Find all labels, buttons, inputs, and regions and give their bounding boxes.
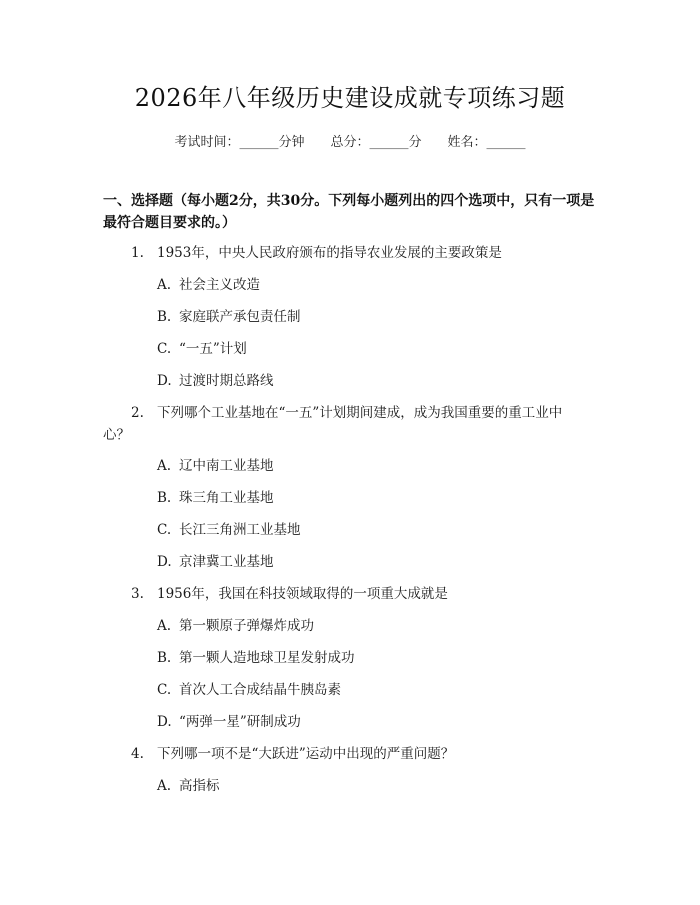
option-1b: [157, 306, 301, 328]
question-number: 3.: [131, 586, 144, 602]
option-1d: [157, 370, 274, 392]
option-3d: [157, 711, 301, 733]
option-3b: [157, 647, 355, 669]
option-text: 京津冀工业基地: [179, 554, 274, 570]
option-letter: A.: [157, 458, 172, 474]
question-text: 心？: [103, 427, 130, 443]
option-text: 过渡时期总路线: [179, 373, 274, 389]
option-text: 第一颗人造地球卫星发射成功: [179, 650, 355, 666]
option-letter: D.: [157, 714, 172, 730]
option-letter: A.: [157, 778, 172, 794]
option-letter: D.: [157, 554, 172, 570]
option-2d: [157, 551, 274, 573]
question-2: [131, 402, 562, 424]
option-2c: [157, 519, 301, 541]
option-text: “一五”计划: [179, 341, 247, 357]
option-letter: B.: [157, 309, 172, 325]
option-3c: [157, 679, 341, 701]
option-text: 首次人工合成结晶牛胰岛素: [179, 682, 341, 698]
question-4: [131, 743, 454, 765]
option-1c: [157, 338, 247, 360]
question-3: [131, 583, 448, 605]
question-text: 下列哪个工业基地在“一五”计划期间建成，成为我国重要的重工业中: [157, 405, 563, 421]
option-2a: [157, 455, 274, 477]
option-letter: A.: [157, 277, 172, 293]
option-1a: [157, 274, 260, 296]
question-number: 1.: [131, 245, 144, 261]
question-number: 4.: [131, 746, 144, 762]
exam-meta: [0, 131, 700, 150]
question-text: 1956年，我国在科技领域取得的一项重大成就是: [157, 586, 448, 602]
option-4a: [157, 775, 220, 797]
page-title: 2026年八年级历史建设成就专项练习题: [134, 84, 566, 112]
option-text: 辽中南工业基地: [179, 458, 274, 474]
option-letter: B.: [157, 490, 172, 506]
question-2-continued: [103, 424, 130, 446]
option-text: 第一颗原子弹爆炸成功: [179, 618, 314, 634]
option-text: 珠三角工业基地: [179, 490, 274, 506]
option-text: 高指标: [179, 778, 220, 794]
option-3a: [157, 615, 314, 637]
exam-time-label: 考试时间：______分钟: [174, 135, 305, 150]
option-letter: C.: [157, 341, 172, 357]
option-text: 家庭联产承包责任制: [179, 309, 301, 325]
section-heading-choice: 一、选择题（每小题2分，共30分。下列每小题列出的四个选项中，只有一项是最符合题目要求的。）: [103, 193, 595, 231]
option-letter: B.: [157, 650, 172, 666]
question-text: 下列哪一项不是“大跃进”运动中出现的严重问题？: [157, 746, 455, 762]
option-text: “两弹一星”研制成功: [179, 714, 301, 730]
option-2b: [157, 487, 274, 509]
option-letter: C.: [157, 522, 172, 538]
question-1: [131, 242, 502, 264]
question-number: 2.: [131, 405, 144, 421]
option-text: 社会主义改造: [179, 277, 260, 293]
option-letter: A.: [157, 618, 172, 634]
option-text: 长江三角洲工业基地: [179, 522, 301, 538]
option-letter: D.: [157, 373, 172, 389]
name-label: 姓名：______: [447, 135, 526, 150]
total-score-label: 总分：______分: [330, 135, 422, 150]
option-letter: C.: [157, 682, 172, 698]
question-text: 1953年，中央人民政府颁布的指导农业发展的主要政策是: [157, 245, 502, 261]
